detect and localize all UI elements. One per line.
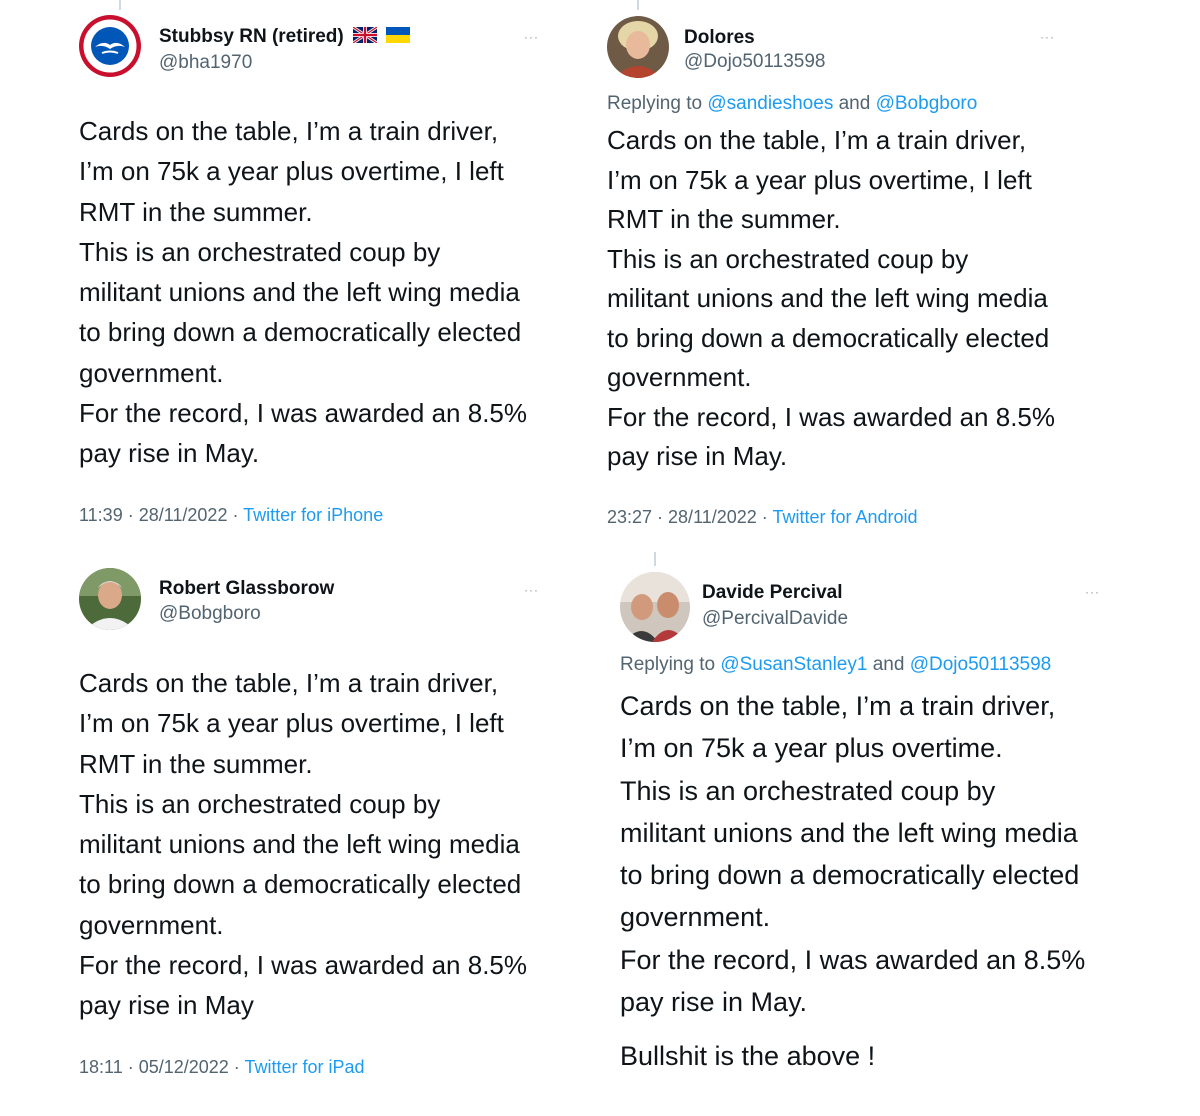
text-line: pay rise in May.: [620, 987, 808, 1018]
tweet-card-1[interactable]: [79, 0, 559, 540]
tweet-text: [79, 111, 527, 474]
avatar[interactable]: [79, 568, 141, 630]
display-name[interactable]: Davide Percival: [702, 582, 843, 603]
profile-photo-icon: [79, 568, 141, 630]
text-line: I’m on 75k a year plus overtime, I left: [79, 156, 504, 187]
text-line: For the record, I was awarded an 8.5%: [620, 944, 1086, 975]
username-handle[interactable]: @PercivalDavide: [702, 608, 849, 629]
tweet-text: [79, 663, 527, 1026]
text-line: RMT in the summer.: [607, 204, 841, 234]
text-line: to bring down a democratically elected: [607, 322, 1050, 353]
tweet-card-3[interactable]: [79, 550, 559, 1090]
text-line: This is an orchestrated coup by: [620, 775, 996, 806]
text-line: militant unions and the left wing media: [79, 277, 520, 308]
timestamp[interactable]: 11:39 · 28/11/2022 ·: [79, 505, 244, 525]
tweet-timestamp[interactable]: [79, 1057, 365, 1078]
thread-line: [119, 0, 121, 10]
replying-to-label: Replying to: [620, 654, 721, 675]
text-line: For the record, I was awarded an 8.5%: [79, 950, 528, 981]
text-line: Cards on the table, I’m a train driver,: [79, 668, 499, 698]
text-line: pay rise in May: [79, 990, 254, 1021]
text-line: to bring down a democratically elected: [79, 317, 522, 348]
replying-to-and: and: [867, 654, 910, 675]
avatar[interactable]: [607, 16, 669, 78]
tweet-timestamp[interactable]: [79, 505, 383, 526]
username-handle[interactable]: @Bobgboro: [159, 603, 261, 624]
text-line: RMT in the summer.: [79, 196, 313, 227]
text-line: to bring down a democratically elected: [79, 869, 522, 900]
text-line: Cards on the table, I’m a train driver,: [607, 125, 1027, 155]
text-line: pay rise in May.: [607, 441, 788, 471]
client-link[interactable]: Twitter for Android: [772, 507, 918, 527]
mention-link[interactable]: @SusanStanley1: [720, 654, 868, 675]
text-line: I’m on 75k a year plus overtime, I left: [79, 708, 504, 739]
profile-photo-icon: [607, 16, 669, 78]
text-line: This is an orchestrated coup by: [607, 243, 969, 274]
more-options-icon[interactable]: ···: [1085, 585, 1100, 599]
replying-to-and: and: [833, 93, 876, 114]
text-line: This is an orchestrated coup by: [79, 788, 441, 819]
thread-line: [637, 0, 639, 10]
ukraine-flag-icon: [386, 27, 410, 43]
mention-link[interactable]: @Bobgboro: [875, 93, 978, 114]
client-link[interactable]: Twitter for iPad: [244, 1057, 365, 1077]
timestamp[interactable]: 23:27 · 28/11/2022 ·: [607, 507, 773, 527]
client-link[interactable]: Twitter for iPhone: [243, 505, 384, 525]
timestamp[interactable]: 18:11 · 05/12/2022 ·: [79, 1057, 245, 1077]
profile-photo-icon: [620, 572, 690, 642]
mention-link[interactable]: @Dojo50113598: [909, 654, 1052, 675]
text-line: Cards on the table, I’m a train driver,: [79, 116, 499, 146]
text-line: I’m on 75k a year plus overtime.: [620, 733, 1003, 764]
username-handle[interactable]: @Dojo50113598: [684, 51, 826, 72]
text-line: For the record, I was awarded an 8.5%: [607, 401, 1056, 432]
username-handle[interactable]: @bha1970: [159, 52, 253, 73]
text-line: government.: [79, 909, 224, 940]
tweet-text: [607, 121, 1055, 477]
avatar[interactable]: [79, 15, 141, 77]
text-line: This is an orchestrated coup by: [79, 236, 441, 267]
more-options-icon[interactable]: ···: [524, 583, 539, 597]
text-line: Cards on the table, I’m a train driver,: [620, 691, 1056, 721]
thread-line: [654, 552, 656, 566]
text-line: For the record, I was awarded an 8.5%: [79, 398, 528, 429]
display-name[interactable]: Dolores: [684, 27, 755, 48]
avatar[interactable]: [620, 572, 690, 642]
display-name[interactable]: Stubbsy RN (retired): [159, 26, 410, 48]
more-options-icon[interactable]: ···: [524, 30, 539, 44]
text-line: militant unions and the left wing media: [79, 829, 520, 860]
text-line: pay rise in May.: [79, 438, 260, 469]
tweet-timestamp[interactable]: [607, 507, 918, 528]
replying-to: [607, 93, 977, 115]
tweet-card-2[interactable]: [607, 0, 1087, 540]
tweet-text: [620, 685, 1085, 1023]
text-line: militant unions and the left wing media: [607, 283, 1048, 313]
more-options-icon[interactable]: ···: [1040, 30, 1055, 44]
text-line: government.: [79, 357, 224, 388]
display-name[interactable]: Robert Glassborow: [159, 578, 335, 599]
overlay-comment: Bullshit is the above !: [620, 1041, 876, 1071]
mention-link[interactable]: @sandieshoes: [707, 93, 834, 114]
tweet-card-4[interactable]: [620, 550, 1120, 1090]
text-line: to bring down a democratically elected: [620, 860, 1080, 891]
text-line: RMT in the summer.: [79, 748, 313, 779]
uk-flag-icon: [353, 27, 377, 43]
football-club-crest-icon: [79, 15, 141, 77]
replying-to-label: Replying to: [607, 93, 708, 114]
text-line: government.: [620, 902, 771, 933]
text-line: militant unions and the left wing media: [620, 817, 1078, 848]
replying-to: [620, 654, 1051, 676]
text-line: government.: [607, 362, 752, 392]
text-line: I’m on 75k a year plus overtime, I left: [607, 164, 1032, 195]
